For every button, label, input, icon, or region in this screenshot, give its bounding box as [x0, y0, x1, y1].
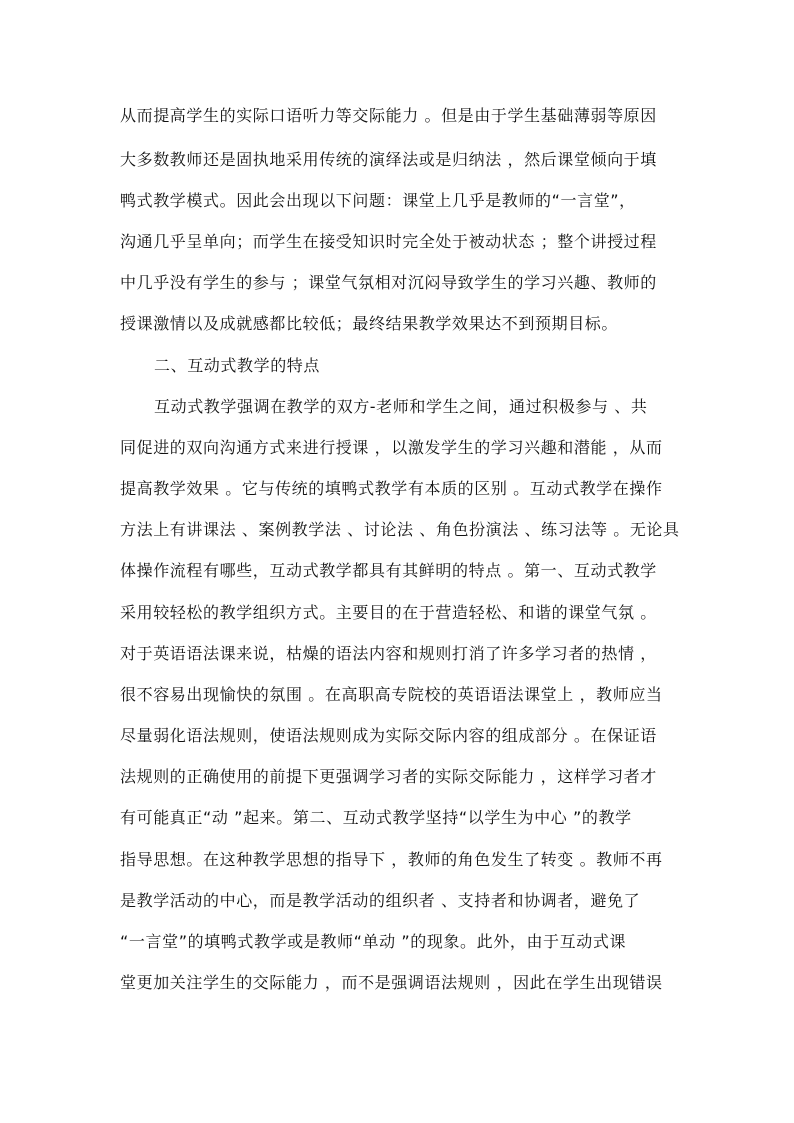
text-line: 方法上有讲课法 、案例教学法 、讨论法 、角色扮演法 、练习法等 。无论具 [120, 520, 680, 539]
text-line: 同促进的双向沟通方式来进行授课 ，以激发学生的学习兴趣和潜能 ，从而 [120, 438, 663, 457]
text-line: 堂更加关注学生的交际能力 ，而不是强调语法规则 ，因此在学生出现错误 [120, 973, 663, 992]
text-line: 体操作流程有哪些，互动式教学都具有其鲜明的特点 。第一、互动式教学 [120, 561, 657, 580]
text-line: 授课激情以及成就感都比较低；最终结果教学效果达不到预期目标。 [120, 314, 619, 333]
text-line: 对于英语语法课来说，枯燥的语法内容和规则打消了许多学习者的热情 ， [120, 644, 657, 663]
text-line: 大多数教师还是固执地采用传统的演绎法或是归纳法 ，然后课堂倾向于填 [120, 150, 657, 169]
text-line: 有可能真正“动 ”起来。第二、互动式教学坚持“以学生为中心 ”的教学 [120, 808, 632, 827]
text-line: 鸭式教学模式。因此会出现以下问题：课堂上几乎是教师的“一言堂”， [120, 191, 636, 210]
text-line: 互动式教学强调在教学的双方-老师和学生之间，通过积极参与 、共 [154, 397, 648, 416]
text-line: 尽量弱化语法规则，使语法规则成为实际交际内容的组成部分 。在保证语 [120, 726, 657, 745]
text-line: 是教学活动的中心，而是教学活动的组织者 、支持者和协调者，避免了 [120, 891, 641, 910]
text-line: “一言堂”的填鸭式教学或是教师“单动 ”的现象。此外，由于互动式课 [120, 932, 627, 951]
text-line: 法规则的正确使用的前提下更强调学习者的实际交际能力 ，这样学习者才 [120, 767, 657, 786]
text-line: 从而提高学生的实际口语听力等交际能力 。但是由于学生基础薄弱等原因 [120, 106, 657, 125]
text-line: 中几乎没有学生的参与 ；课堂气氛相对沉闷导致学生的学习兴趣、教师的 [120, 273, 657, 292]
text-line: 很不容易出现愉快的氛围 。在高职高专院校的英语语法课堂上 ，教师应当 [120, 685, 663, 704]
text-line: 指导思想。在这种教学思想的指导下 ，教师的角色发生了转变 。教师不再 [120, 850, 663, 869]
text-line: 采用较轻松的教学组织方式。主要目的在于营造轻松、和谐的课堂气氛 。 [120, 603, 657, 622]
text-line: 提高教学效果 。它与传统的填鸭式教学有本质的区别 。互动式教学在操作 [120, 479, 663, 498]
text-line: 沟通几乎呈单向；而学生在接受知识时完全处于被动状态 ；整个讲授过程 [120, 232, 657, 251]
section-heading: 二、互动式教学的特点 [154, 356, 321, 375]
